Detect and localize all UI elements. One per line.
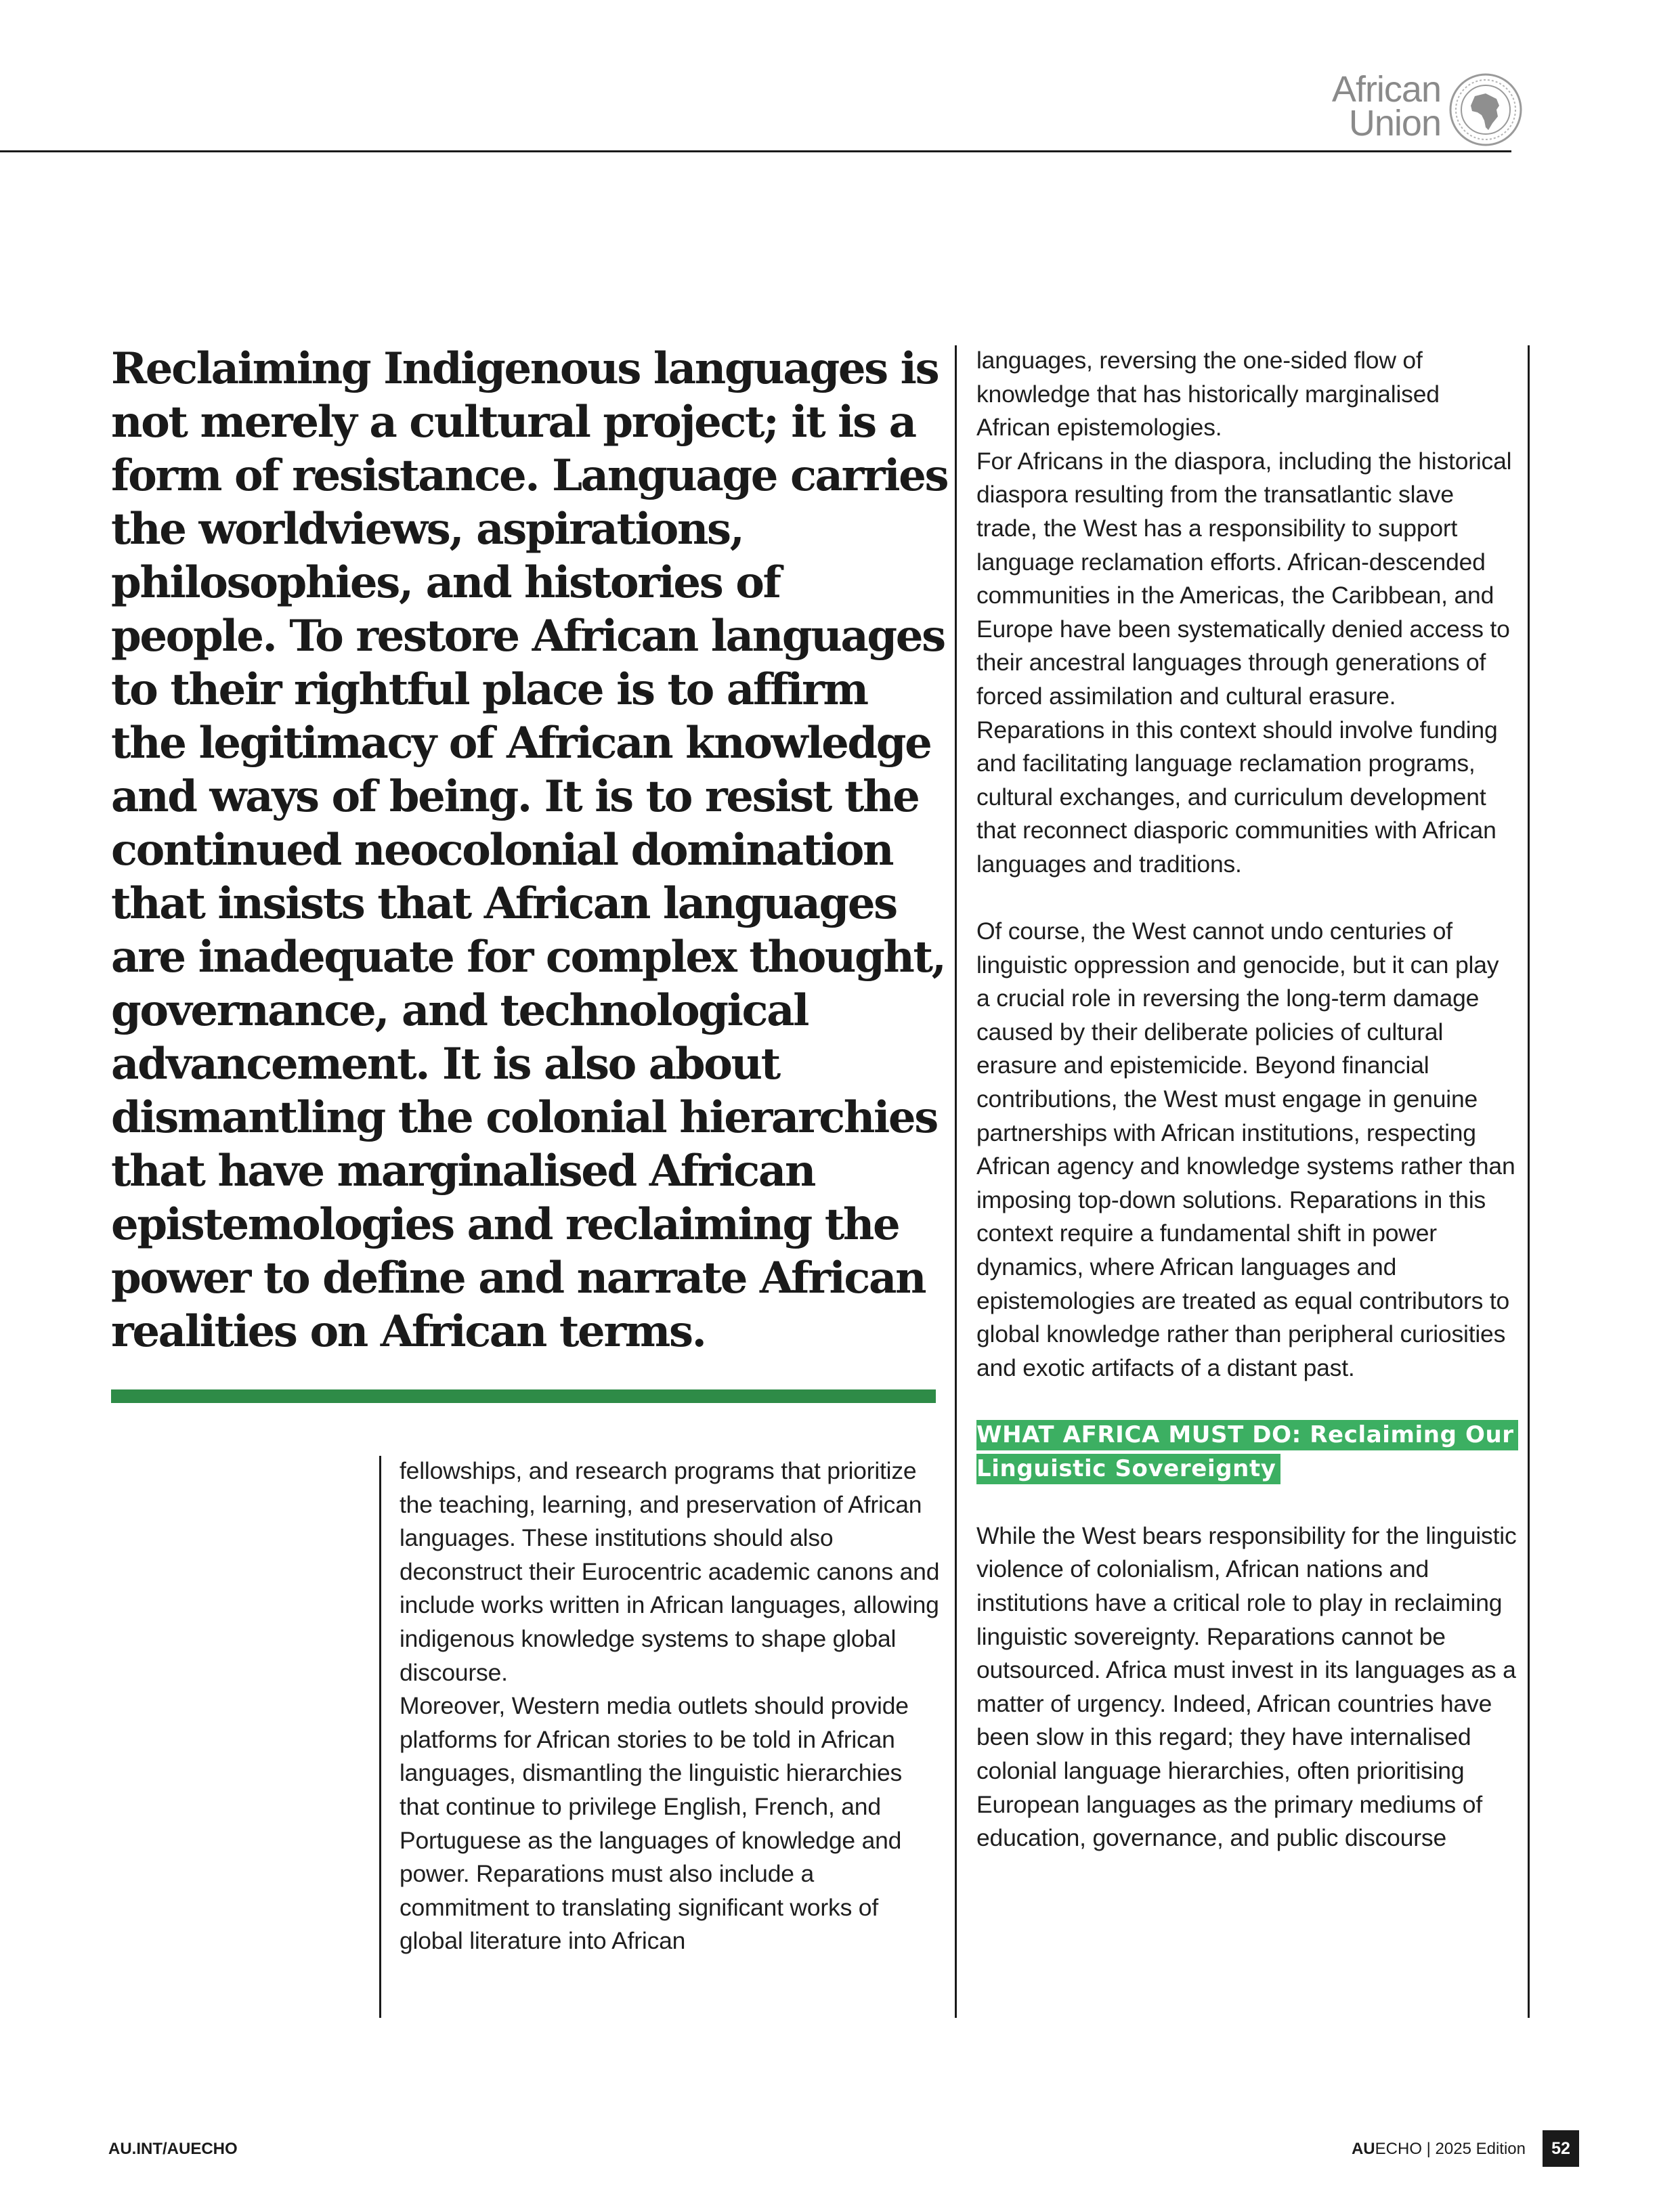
footer-url: AU.INT/AUECHO [108, 2140, 238, 2158]
right-column [976, 344, 1518, 1855]
footer-edition-text: ECHO | 2025 Edition [1375, 2140, 1526, 2158]
logo-text-union: Union [1348, 103, 1441, 144]
footer-brand: AU [1351, 2140, 1375, 2158]
body-paragraph: Of course, the West cannot undo centuries of linguistic oppression and genocide, but it can play a crucial role in reversing the long-term damage caused by their deliberate policies of cultural erasure and epistemicide. Beyond financial contributions, the West must engage in genuine partnerships with African institutions, respecting African agency and knowledge systems rather than imposing top-down solutions. Reparations in this context require a fundamental shift in power dynamics, where African languages and epistemologies are treated as equal contributors to global knowledge rather than peripheral curiosities and exotic artifacts of a distant past. [976, 918, 1515, 1381]
body-paragraph: fellowships, and research programs that prioritize the teaching, learning, and preservation of African languages. These institutions should also deconstruct their Eurocentric academic canons and include works written in African languages, allowing indigenous knowledge systems to shape global discourse. [400, 1457, 940, 1686]
column-divider-right [1528, 345, 1530, 2018]
body-paragraph: For Africans in the diaspora, including the historical diaspora resulting from the transatlantic slave trade, the West has a responsibility to support language reclamation efforts. African-descended communities in the Americas, the Caribbean, and Europe have been systematically denied access to their ancestral languages through generations of forced assimilation and cultural erasure. Reparations in this context should involve funding and facilitating language reclamation programs, cultural exchanges, and curriculum development that reconnect diasporic communities with African languages and traditions. [976, 447, 1512, 878]
body-paragraph: Moreover, Western media outlets should provide platforms for African stories to be told in African languages, dismantling the linguistic hierarchies that continue to privilege English, French, and Portuguese as the languages of knowledge and power. Reparations must also include a commitment to translating significant works of global literature into African [400, 1692, 909, 1955]
column-divider-lower [379, 1456, 381, 2018]
section-subheading [976, 1419, 1518, 1486]
section-subheading-text: WHAT AFRICA MUST DO: Reclaiming Our Linguistic Sovereignty [976, 1420, 1518, 1484]
column-divider-middle [955, 345, 957, 2018]
logo-text-african: African [1331, 69, 1441, 110]
lower-left-column [400, 1454, 941, 1958]
body-paragraph: While the West bears responsibility for the linguistic violence of colonialism, African nations and institutions have a critical role to play in reclaiming linguistic sovereignty. Reparations cannot be outsourced. Africa must invest in its languages as a matter of urgency. Indeed, African countries have been slow in this regard; they have internalised colonial language hierarchies, often prioritising European languages as the primary mediums of education, governance, and public discourse [976, 1522, 1517, 1852]
african-union-logo [1307, 65, 1524, 153]
footer-edition [1352, 2140, 1526, 2159]
header-divider [0, 150, 1511, 152]
pull-quote: Reclaiming Indigenous languages is not merely a cultural project; it is a form of resistance. Language carries the worldviews, aspirations, philosophies, and histories of people. To restore African languages to their rightful place is to affirm the legitimacy of African knowledge and ways of being. It is to resist the continued neocolonial domination that insists that African languages are inadequate for complex thought, governance, and technological advancement. It is also about dismantling the colonial hierarchies that have marginalised African epistemologies and reclaiming the power to define and narrate African realities on African terms. [111, 343, 948, 1357]
pull-quote-accent-bar [111, 1389, 936, 1403]
page-number: 52 [1543, 2130, 1579, 2167]
african-union-emblem-icon [1448, 72, 1524, 148]
body-paragraph: languages, reversing the one-sided flow of knowledge that has historically marginalised African epistemologies. [976, 347, 1440, 441]
